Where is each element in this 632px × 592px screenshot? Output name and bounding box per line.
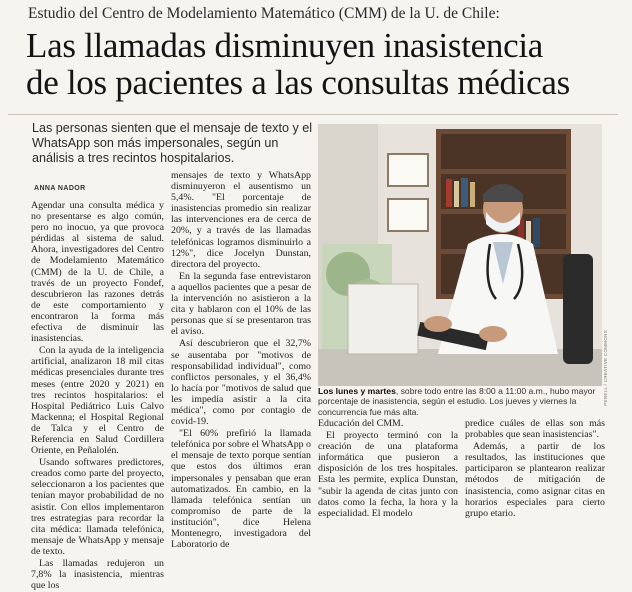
article-kicker: Estudio del Centro de Modelamiento Matemático (CMM) de la U. de Chile: [28, 5, 500, 22]
paragraph: En la segunda fase entrevistaron a aquellos pacientes que a pesar de la intervención no asistieron a la cita y hablaron con el 10% de las personas que sí se presentaron tras el aviso. [171, 270, 311, 338]
headline-divider [8, 114, 618, 115]
paragraph: Así descubrieron que el 32,7% se ausentaba por "motivos de responsabilidad individual", como conflictos personales, y el 36,4% lo hacía por "motivos de salud que les impedía asistir a la cita médica", como por contagio de covid-19. [171, 338, 311, 428]
paragraph: Educación del CMM. [318, 418, 404, 429]
headline-line-1: Las llamadas disminuyen inasistencia [26, 26, 543, 65]
article-headline [26, 27, 626, 101]
paragraph: Además, a partir de los resultados, las instituciones que participaron se plantearon realizar métodos de mitigación de inasistencia, como asignar citas en horarios especiales para cierto grupo etario. [465, 441, 605, 519]
doctor-at-computer-illustration [318, 124, 602, 386]
body-column-2 [171, 170, 311, 551]
paragraph: Usando softwares predictores, creados como parte del proyecto, seleccionaron a los pacientes que tenían mayor probabilidad de no asistir. Con ellos implementaron tres estrategias para recordar la cita médica: llamada telefónica, mensaje de WhatsApp y mensaje de texto. [31, 457, 164, 557]
paragraph: Con la ayuda de la inteligencia artificial, analizaron 18 mil citas médicas presenciales durante tres meses (entre 2020 y 2021) en tres recintos hospitalarios: el Hospital Pediátrico Luis Calvo Mackenna; el Hospital Regional de Talca y el Centro de Referencia en Salud Cordillera Oriente, en Peñalolén. [31, 345, 164, 457]
paragraph: Las llamadas redujeron un 7,8% la inasistencia, mientras que los [31, 558, 164, 592]
article-byline: ANNA NADOR [34, 185, 86, 192]
paragraph: "El 60% prefirió la llamada telefónica por sobre el WhatsApp o el mensaje de texto porque sentían que estos dos últimos eran impersonales y pensaban que eran automatizados. En cambio, en la llamada telefónica sentían un compromiso de parte de la institución", dice Helena Montenegro, investigadora del Laboratorio de [171, 428, 311, 551]
article-deck: Las personas sienten que el mensaje de texto y el WhatsApp son más impersonales, según un análisis a tres recintos hospitalarios. [32, 121, 313, 165]
paragraph: El proyecto terminó con la creación de una plataforma informática que pusieron a disposición de los tres hospitales. Esta les permite, explica Dunstan, "subir la agenda de citas junto con datos como la fecha, la hora y la especialidad. El modelo [318, 430, 458, 519]
body-column-4 [465, 418, 605, 520]
paragraph: Agendar una consulta médica y no presentarse es algo común, pero no inocuo, ya que provoca pérdidas al sistema de salud. Ahora, investigadores del Centro de Modelamiento Matemático (CMM) de la U. de Chile, a través de un proyecto Fondef, descubrieron las razones detrás de este comportamiento y encontraron la forma más efectiva de disminuir las inasistencias. [31, 200, 164, 345]
caption-lead: Los lunes y martes [318, 386, 396, 396]
paragraph: predice cuáles de ellas son más probables que sean inasistencias". [465, 418, 605, 441]
photo-credit: PERELL / CREATIVE COMMONS [603, 330, 608, 406]
body-column-3 [318, 418, 458, 520]
paragraph: mensajes de texto y WhatsApp disminuyeron el ausentismo un 5,4%. "El porcentaje de inasistencias promedio sin realizar las intervenciones era de cerca de 20%, y a través de las llamadas telefónicas logramos disminuirlo a 12%", dice Jocelyn Dunstan, directora del proyecto. [171, 170, 311, 270]
photo-caption [318, 386, 608, 417]
caption-text: , sobre todo entre las 8:00 a 11:00 a.m., hubo mayor porcentaje de inasistencia, según el estudio. Los jueves y viernes la concurrencia fue más alta. [318, 386, 596, 417]
headline-line-2: de los pacientes a las consultas médicas [26, 63, 570, 102]
body-column-1 [31, 200, 164, 592]
article-photo [318, 124, 602, 386]
